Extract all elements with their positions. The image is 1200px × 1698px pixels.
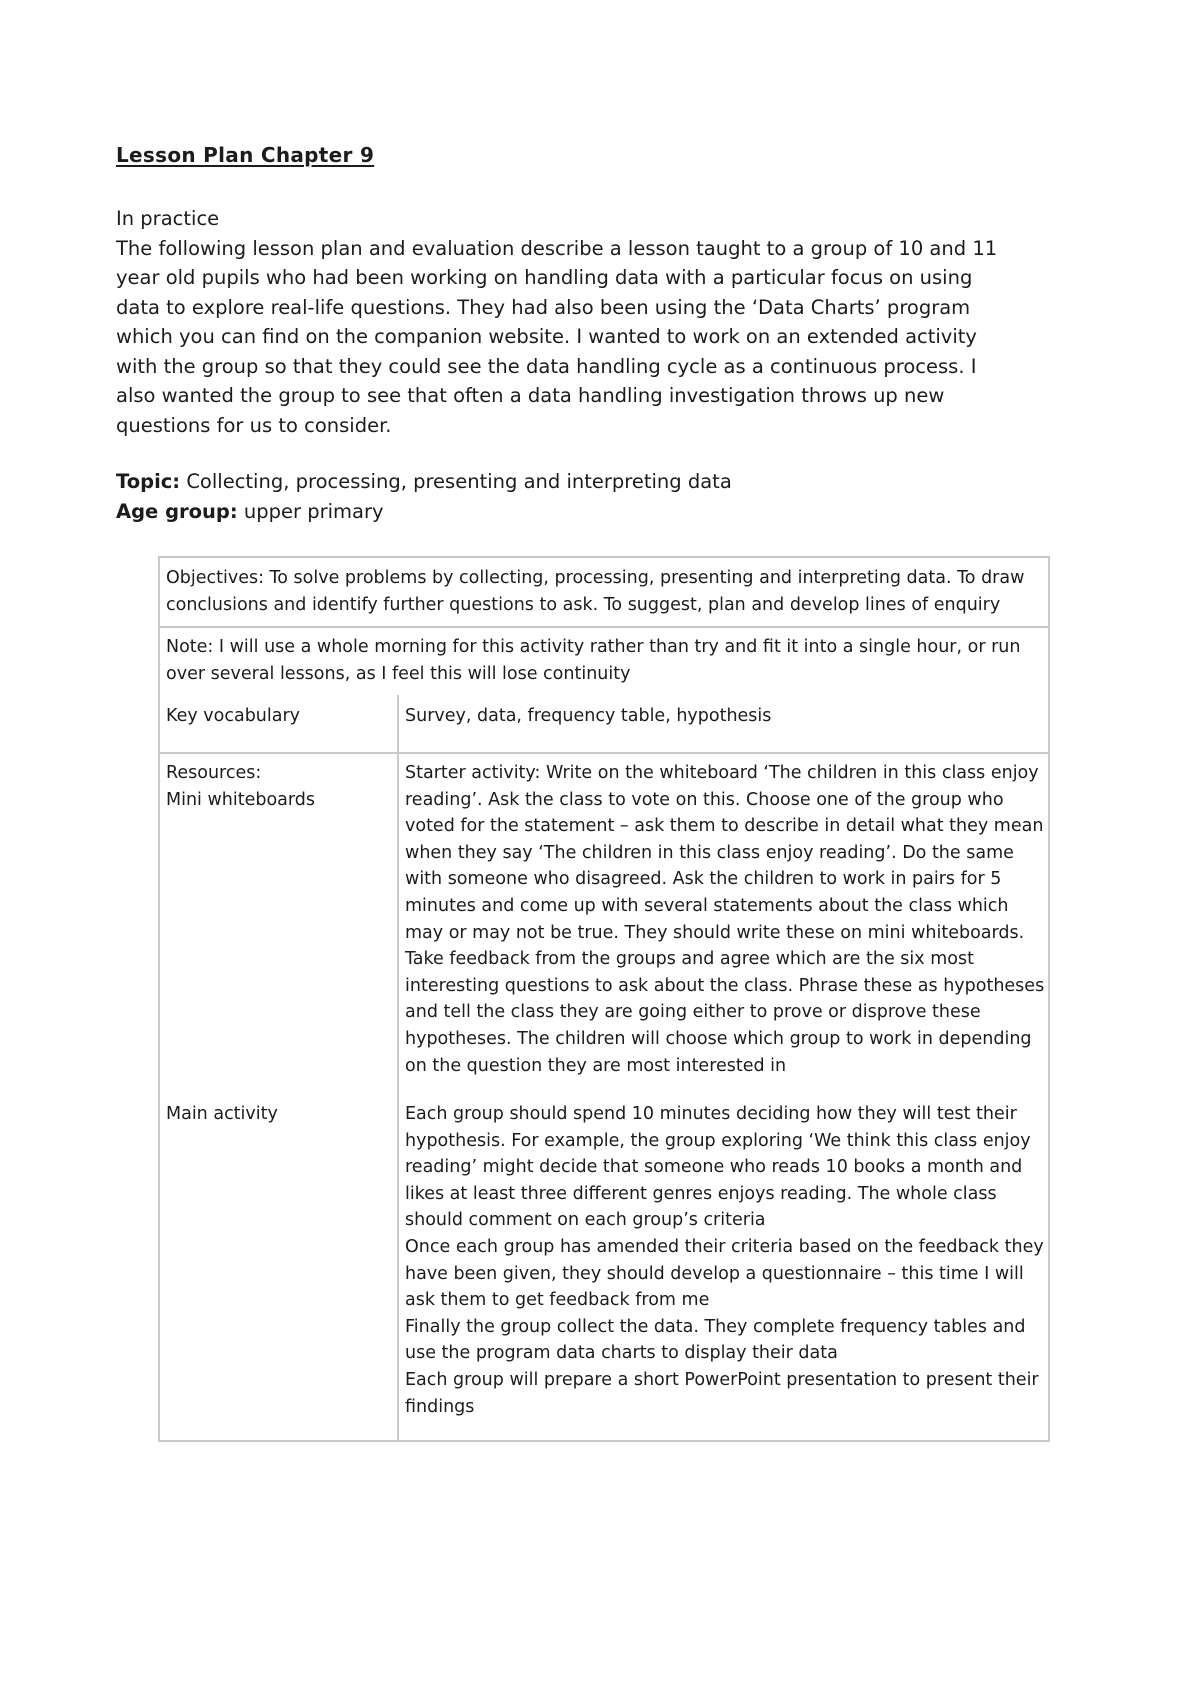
intro-paragraph: The following lesson plan and evaluation describe a lesson taught to a group of 10 and 11 year old pupils who had been working on handling data with a particular focus on using data to explore real-life questions. They had also been using the ‘Data Charts’ program which you can find on the companion website. I wanted to work on an extended activity with the group so that they could see the data handling cycle as a continuous process. I also wanted the group to see that often a data handling investigation throws up new questions for us to consider.	[116, 236, 998, 437]
age-group-line	[116, 497, 732, 527]
main-activity-label-cell	[160, 1099, 399, 1440]
vocabulary-value: Survey, data, frequency table, hypothesis	[405, 706, 772, 727]
note-row	[160, 626, 1048, 695]
topic-line	[116, 467, 732, 497]
vocabulary-label: Key vocabulary	[166, 706, 301, 727]
main-activity-row	[160, 1099, 1048, 1440]
objectives-text: Objectives: To solve problems by collecting, processing, presenting and interpreting data. To draw conclusions and identify further questions to ask. To suggest, plan and develop lines of enquiry	[166, 568, 1030, 615]
lesson-plan-table	[158, 556, 1050, 1442]
main-activity-label: Main activity	[166, 1104, 278, 1125]
vocabulary-value-cell	[399, 695, 1048, 752]
starter-row	[160, 752, 1048, 1099]
topic-label: Topic:	[116, 470, 181, 493]
resources-cell	[160, 754, 399, 1099]
vocabulary-row	[160, 695, 1048, 752]
age-group-value: upper primary	[243, 500, 384, 523]
starter-activity-text: Starter activity: Write on the whiteboard ‘The children in this class enjoy reading’. Ask the class to vote on this. Choose one of the group who voted for the statement – ask them to describe in detail what they mean when they say ‘The children in this class enjoy reading’. Do the same with someone who disagreed. Ask the children to work in pairs for 5 minutes and come up with several statements about the class which may or may not be true. They should write these on mini whiteboards. Take feedback from the groups and agree which are the six most interesting questions to ask about the class. Phrase these as hypotheses and tell the class they are going either to prove or disprove these hypotheses. The children will choose which group to work in depending on the question they are most interested in	[405, 762, 1050, 1076]
intro-heading: In practice	[116, 207, 220, 230]
starter-cell	[399, 754, 1048, 1099]
main-activity-cell	[399, 1099, 1048, 1440]
main-activity-text: Each group should spend 10 minutes deciding how they will test their hypothesis. For example, the group exploring ‘We think this class enjoy reading’ might decide that someone who reads 10 books a month and likes at least three different genres enjoys reading. The whole class should comment on each group’s criteria Once each group has amended their criteria based on the feedback they have been given, they should develop a questionnaire – this time I will ask them to get feedback from me Finally the group collect the data. They complete frequency tables and use the program data charts to display their data Each group will prepare a short PowerPoint presentation to present their findings	[405, 1104, 1044, 1417]
topic-value: Collecting, processing, presenting and interpreting data	[186, 470, 732, 493]
lesson-meta	[116, 467, 732, 527]
note-text: Note: I will use a whole morning for this activity rather than try and fit it into a single hour, or run over several lessons, as I feel this will lose continuity	[166, 637, 1027, 684]
intro-section	[116, 204, 1016, 440]
resources-label: Resources: Mini whiteboards	[166, 762, 316, 810]
objectives-row	[160, 558, 1048, 626]
vocabulary-label-cell	[160, 695, 399, 752]
age-group-label: Age group:	[116, 500, 238, 523]
page-title: Lesson Plan Chapter 9	[116, 143, 375, 167]
